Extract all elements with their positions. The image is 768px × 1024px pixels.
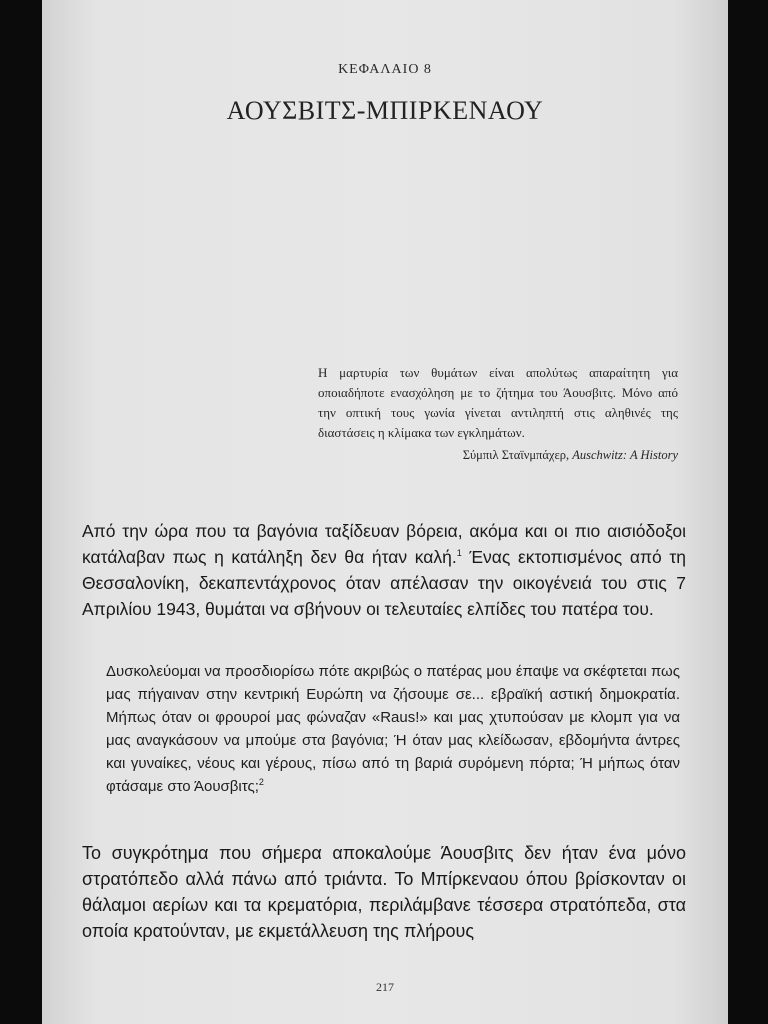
epigraph	[318, 363, 678, 465]
footnote-ref-2: 2	[258, 777, 264, 787]
block-quote-text: Δυσκολεύομαι να προσδιορίσω πότε ακριβώς ο πατέρας μου έπαψε να σκέφτεται πως μας πήγαιναν στην κεντρική Ευρώπη να ζήσουμε σε... εβραϊκή αστική δημοκρατία. Μήπως όταν οι φρουροί μας φώναζαν «Raus!» και μας χτυπούσαν με κλομπ για να μας αναγκάσουν να μπούμε στα βαγόνια; Ή όταν μας κλείδωσαν, εβδομήντα άντρες και γυναίκες, νέους και γέρους, πίσω από τη βαριά συρόμενη πόρτα; Ή μήπως όταν φτάσαμε στο Άουσβιτς;	[106, 663, 680, 795]
paragraph-1-part-b: Ένας εκτοπισμένος από τη Θεσσαλονίκη, δεκαπεντάχρονος όταν απέλασαν την οικογένειά του στις 7 Απριλίου 1943, θυμάται να σβήνουν οι τελευταίες ελπίδες του πατέρα του.	[82, 547, 686, 619]
page-number: 217	[376, 980, 394, 994]
footnote-ref-1: 1	[456, 548, 462, 559]
block-quote	[106, 660, 680, 798]
paragraph-1	[82, 518, 686, 622]
chapter-title: ΑΟΥΣΒΙΤΣ-ΜΠΙΡΚΕΝΑΟΥ	[226, 96, 544, 125]
chapter-label: ΚΕΦΑΛΑΙΟ 8	[338, 62, 432, 77]
epigraph-work: Auschwitz: A History	[572, 448, 678, 462]
epigraph-author: Σύμπιλ Σταϊνμπάχερ,	[462, 448, 570, 462]
paragraph-2: Το συγκρότημα που σήμερα αποκαλούμε Άουσβιτς δεν ήταν ένα μόνο στρατόπεδο αλλά πάνω από τριάντα. Το Μπίρκεναου όπου βρίσκονταν οι θάλαμοι αερίων και τα κρεματόρια, περιλάμβανε τέσσερα στρατόπεδα, στα οποία κρατούνταν, με εκμετάλλευση της πλήρους	[82, 843, 686, 941]
epigraph-text: Η μαρτυρία των θυμάτων είναι απολύτως απαραίτητη για οποιαδήποτε ενασχόληση με το ζήτημα του Άουσβιτς. Μόνο από την οπτική τους γωνία γίνεται αντιληπτή στις αληθινές της διαστάσεις η κλίμακα των εγκλημάτων.	[318, 365, 678, 440]
book-page	[42, 0, 728, 1024]
epigraph-source	[318, 445, 678, 465]
paragraph-1-part-a: Από την ώρα που τα βαγόνια ταξίδευαν βόρεια, ακόμα και οι πιο αισιόδοξοι κατάλαβαν πως η κατάληξη δεν θα ήταν καλή.	[82, 521, 686, 567]
